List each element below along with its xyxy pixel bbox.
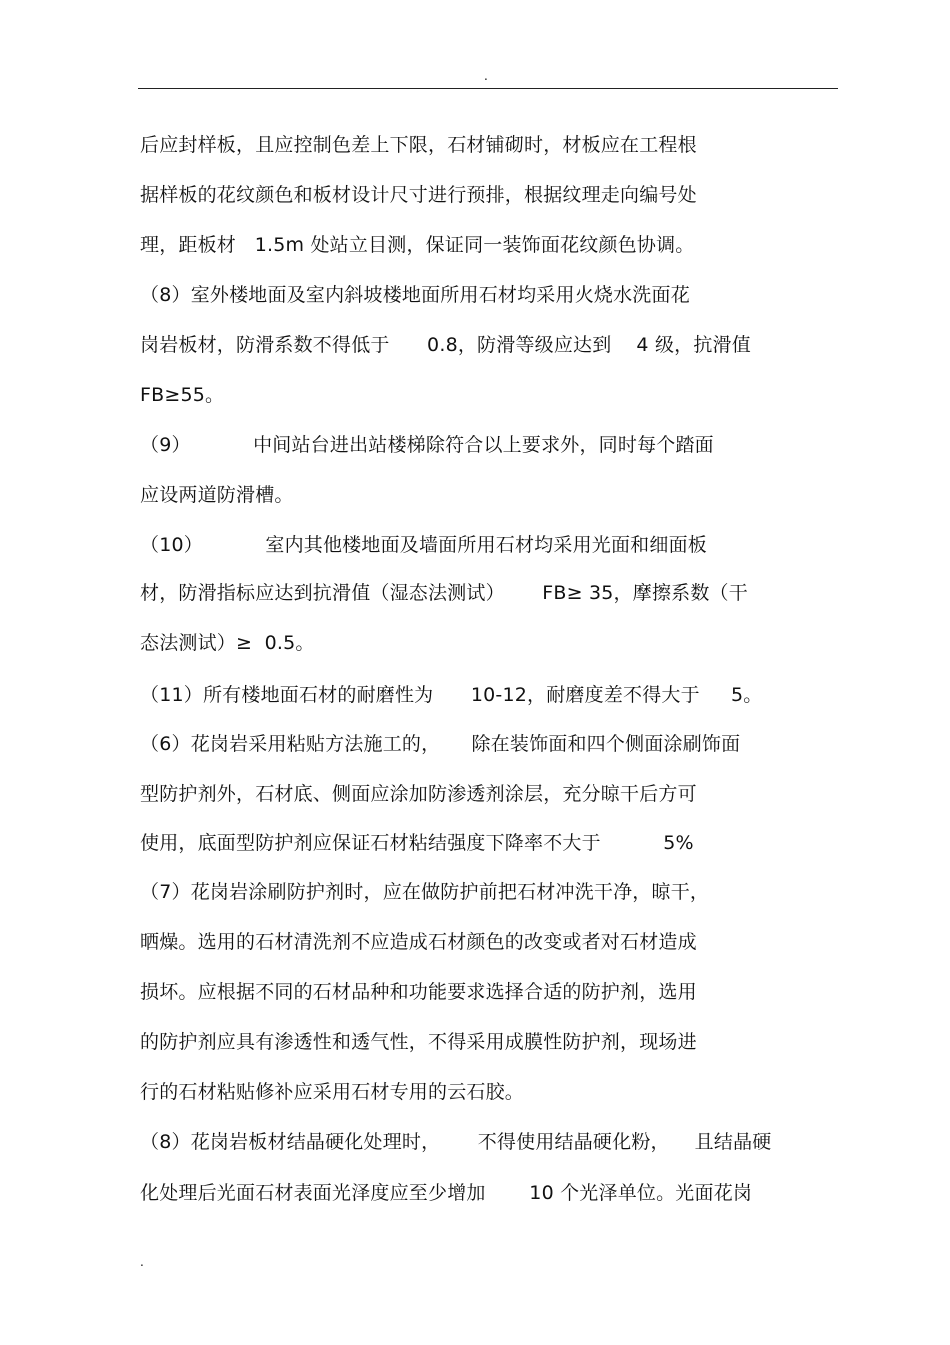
text-line: 行的石材粘贴修补应采用石材专用的云石胶。 bbox=[140, 1081, 525, 1103]
text-line: （8）花岗岩板材结晶硬化处理时， 不得使用结晶硬化粉， 且结晶硬 bbox=[140, 1131, 772, 1153]
text-line: （9） 中间站台进出站楼梯除符合以上要求外，同时每个踏面 bbox=[140, 434, 714, 456]
text-line: 态法测试）≥ 0.5。 bbox=[140, 632, 315, 654]
text-line: 理，距板材 1.5m 处站立目测，保证同一装饰面花纹颜色协调。 bbox=[140, 234, 695, 256]
text-line: 晒燥。选用的石材清洗剂不应造成石材颜色的改变或者对石材造成 bbox=[140, 931, 697, 953]
text-line: 后应封样板，且应控制色差上下限，石材铺砌时，材板应在工程根 bbox=[140, 134, 697, 156]
text-line: 使用，底面型防护剂应保证石材粘结强度下降率不大于 5% bbox=[140, 832, 694, 854]
text-line: 损坏。应根据不同的石材品种和功能要求选择合适的防护剂，选用 bbox=[140, 981, 697, 1003]
text-line: （7）花岗岩涂刷防护剂时，应在做防护前把石材冲洗干净，晾干， bbox=[140, 881, 710, 903]
text-line: （8）室外楼地面及室内斜坡楼地面所用石材均采用火烧水洗面花 bbox=[140, 284, 690, 306]
text-line: 的防护剂应具有渗透性和透气性，不得采用成膜性防护剂，现场进 bbox=[140, 1031, 697, 1053]
text-line: 岗岩板材，防滑系数不得低于 0.8，防滑等级应达到 4 级，抗滑值 bbox=[140, 334, 751, 356]
text-line: 应设两道防滑槽。 bbox=[140, 484, 294, 506]
text-line: （11）所有楼地面石材的耐磨性为 10-12，耐磨度差不得大于 5。 bbox=[140, 684, 763, 706]
text-line: 型防护剂外，石材底、侧面应涂加防渗透剂涂层，充分晾干后方可 bbox=[140, 783, 697, 805]
text-line: FB≥55。 bbox=[140, 384, 225, 406]
text-line: （6）花岗岩采用粘贴方法施工的， 除在装饰面和四个侧面涂刷饰面 bbox=[140, 733, 741, 755]
text-line: 化处理后光面石材表面光泽度应至少增加 10 个光泽单位。光面花岗 bbox=[140, 1182, 753, 1204]
text-line: （10） 室内其他楼地面及墙面所用石材均采用光面和细面板 bbox=[140, 534, 707, 556]
footer-mark: . bbox=[140, 1255, 144, 1269]
text-line: 材，防滑指标应达到抗滑值（湿态法测试） FB≥ 35，摩擦系数（干 bbox=[140, 582, 748, 604]
text-line: 据样板的花纹颜色和板材设计尺寸进行预排，根据纹理走向编号处 bbox=[140, 184, 697, 206]
header-mark: . bbox=[484, 69, 488, 83]
